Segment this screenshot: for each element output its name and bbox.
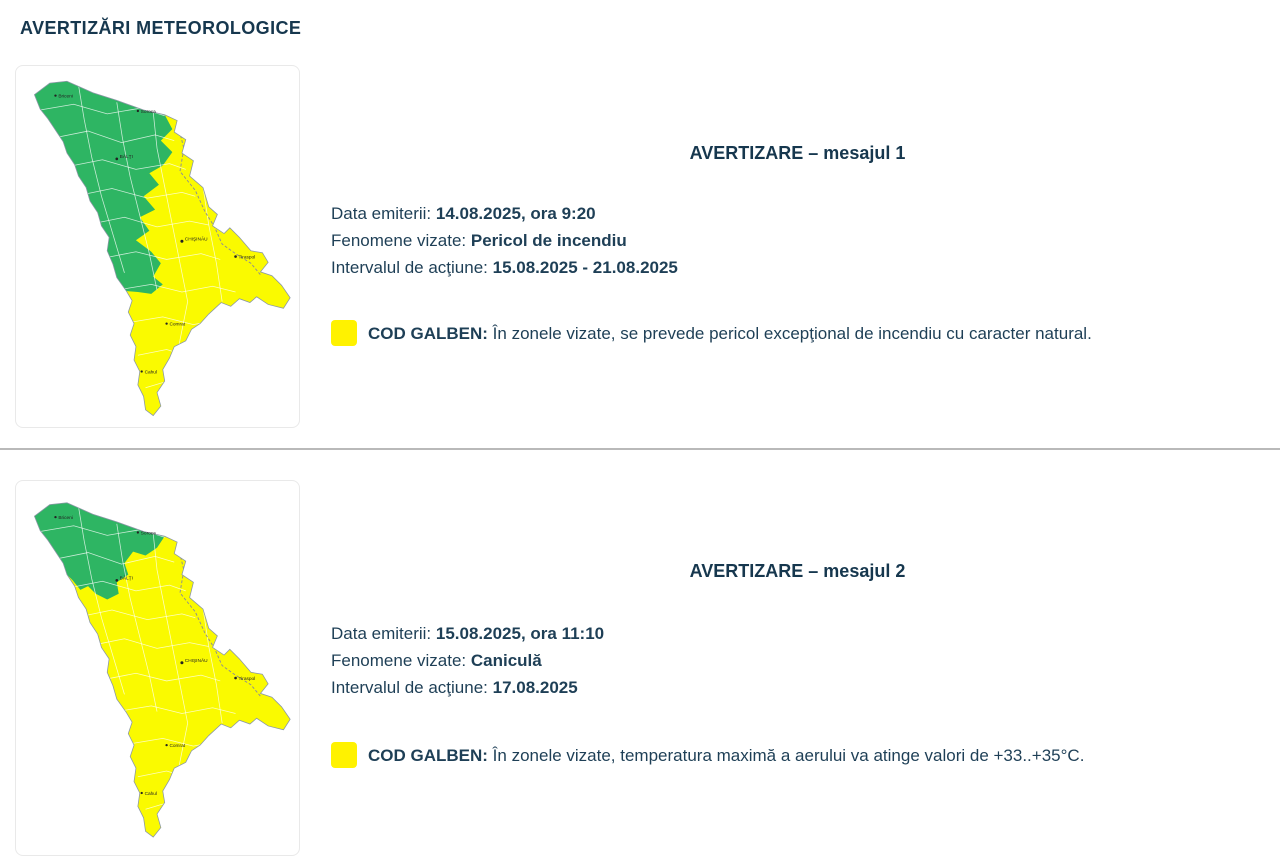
warning-1-title: AVERTIZARE – mesajul 1 — [689, 143, 906, 163]
field-label: Intervalul de acţiune: — [331, 678, 493, 697]
section-divider — [0, 448, 1280, 450]
warning-2-code-row — [331, 742, 1260, 768]
field-intervalul-de-actiune — [331, 674, 604, 701]
code-name: COD GALBEN: — [368, 746, 488, 765]
field-label: Data emiterii: — [331, 204, 436, 223]
warning-2-title: AVERTIZARE – mesajul 2 — [689, 561, 906, 581]
field-label: Intervalul de acţiune: — [331, 258, 493, 277]
svg-text:Tiraspol: Tiraspol — [238, 255, 256, 261]
moldova-map-2 — [21, 486, 294, 850]
yellow-code-swatch — [331, 742, 357, 768]
code-name: COD GALBEN: — [368, 324, 488, 343]
svg-text:Cahul: Cahul — [144, 370, 158, 376]
svg-text:Cahul: Cahul — [144, 791, 158, 797]
svg-text:Briceni: Briceni — [58, 516, 73, 522]
field-fenomene-vizate — [331, 647, 604, 674]
svg-text:CHIŞINĂU: CHIŞINĂU — [184, 237, 208, 243]
code-text: În zonele vizate, se prevede pericol excepţional de incendiu cu caracter natural. — [487, 324, 1092, 343]
field-label: Fenomene vizate: — [331, 231, 471, 250]
warning-1-code-row — [331, 320, 1260, 346]
warning-1-fields — [331, 200, 678, 281]
warning-map-2 — [15, 480, 300, 856]
svg-text:BĂLŢI: BĂLŢI — [119, 576, 133, 582]
svg-text:Soroca: Soroca — [140, 531, 156, 537]
field-data-emiterii — [331, 620, 604, 647]
moldova-map-1 — [21, 71, 294, 422]
svg-text:CHIŞINĂU: CHIŞINĂU — [184, 658, 208, 664]
field-value: 15.08.2025 - 21.08.2025 — [492, 258, 678, 277]
code-description — [368, 322, 1092, 346]
field-intervalul-de-actiune — [331, 254, 678, 281]
code-text: În zonele vizate, temperatura maximă a aerului va atinge valori de +33..+35°C. — [487, 746, 1085, 765]
yellow-code-swatch — [331, 320, 357, 346]
field-fenomene-vizate — [331, 227, 678, 254]
svg-text:Comrat: Comrat — [169, 744, 186, 750]
field-value: 15.08.2025, ora 11:10 — [435, 624, 605, 643]
field-label: Fenomene vizate: — [331, 651, 471, 670]
field-value: Pericol de incendiu — [470, 231, 627, 250]
page-title: AVERTIZĂRI METEOROLOGICE — [20, 18, 302, 38]
code-description — [368, 744, 1084, 768]
warning-2-fields — [331, 620, 604, 701]
svg-text:Briceni: Briceni — [58, 94, 73, 100]
svg-text:BĂLŢI: BĂLŢI — [119, 154, 133, 160]
svg-text:Comrat: Comrat — [169, 322, 186, 328]
field-label: Data emiterii: — [331, 624, 436, 643]
field-value: Caniculă — [470, 651, 542, 670]
field-value: 17.08.2025 — [492, 678, 578, 697]
svg-text:Soroca: Soroca — [140, 109, 156, 115]
field-value: 14.08.2025, ora 9:20 — [435, 204, 596, 223]
warning-map-1 — [15, 65, 300, 428]
field-data-emiterii — [331, 200, 678, 227]
svg-text:Tiraspol: Tiraspol — [238, 676, 256, 682]
